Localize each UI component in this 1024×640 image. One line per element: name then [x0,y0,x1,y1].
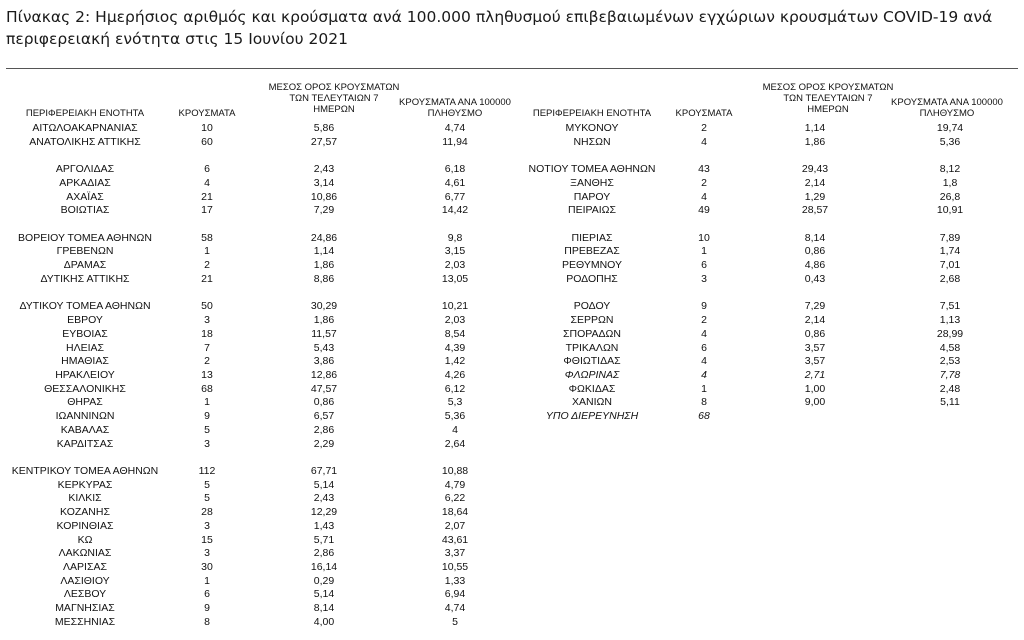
table-cell-per100k: 26,8 [939,190,961,203]
table-cell-avg7: 3,14 [313,176,335,189]
table-cell-cases: 3 [204,547,210,560]
table-cell-cases: 68 [201,382,213,395]
table-cell-cases: 3 [204,314,210,327]
table-cell-avg7: 16,14 [310,561,338,574]
table-cell-region: ΧΑΝΙΩΝ [572,396,612,409]
table-cell-cases: 13 [201,368,213,381]
table-cell-avg7: 2,86 [313,547,335,560]
table-cell-region: ΘΗΡΑΣ [67,396,103,409]
table-cell-avg7: 1,29 [804,190,826,203]
table-cell-region: ΥΠΟ ΔΙΕΡΕΥΝΗΣΗ [545,410,639,423]
table-cell-avg7: 0,86 [804,327,826,340]
table-cell-region: ΒΟΙΩΤΙΑΣ [60,204,110,217]
table-cell-avg7: 5,43 [313,341,335,354]
table-cell-cases: 2 [701,176,707,189]
table-cell-per100k: 1,33 [444,574,466,587]
table-cell-avg7: 67,71 [310,465,338,477]
table-cell-cases: 17 [201,204,213,217]
table-cell-region: ΚΟΖΑΝΗΣ [60,506,110,519]
table-cell-cases: 3 [204,519,210,532]
table-cell-per100k: 5,36 [939,135,961,148]
table-cell-avg7: 4,00 [313,615,335,628]
table-cell-avg7: 3,86 [313,355,335,368]
table-cell-per100k: 19,74 [936,122,964,134]
table-cell-avg7: 7,29 [313,204,335,217]
table-cell-avg7: 2,71 [804,368,826,381]
table-cell-per100k: 4 [452,423,458,436]
table-cell-region: ΛΑΡΙΣΑΣ [63,561,107,574]
table-cell-region: ΕΥΒΟΙΑΣ [62,327,108,340]
table-cell-avg7: 2,14 [804,176,826,189]
table-cell-per100k: 10,91 [936,204,964,217]
table-cell-cases: 6 [204,588,210,601]
table-cell-avg7: 3,57 [804,341,826,354]
table-cell-per100k: 4,39 [444,341,466,354]
table-cell-avg7: 5,14 [313,478,335,491]
table-cell-per100k: 1,74 [939,245,961,258]
table-cell-avg7: 6,57 [313,410,335,423]
table-cell-avg7: 11,57 [311,327,337,340]
table-cell-per100k: 6,22 [444,492,466,505]
table-cell-per100k: 6,94 [444,588,466,601]
table-cell-cases: 4 [701,355,707,368]
table-cell-avg7: 12,29 [310,506,338,519]
table-cell-per100k [895,410,1005,424]
table-cell-region: ΑΡΓΟΛΙΔΑΣ [55,163,115,176]
table-cell-cases: 60 [201,135,213,148]
table-cell-per100k: 4,58 [939,341,961,354]
table-cell-avg7: 28,57 [801,204,829,217]
table-cell-per100k: 1,13 [939,314,961,327]
table-cell-avg7: 8,14 [804,231,826,244]
table-cell-per100k: 2,03 [444,259,466,272]
table-cell-cases: 5 [204,423,210,436]
table-cell-avg7: 1,14 [804,122,826,134]
table-cell-cases: 2 [701,314,707,327]
table-cell-per100k: 1,42 [444,355,466,368]
table-cell-avg7: 2,14 [804,314,826,327]
table-cell-per100k: 2,53 [939,355,961,368]
table-cell-per100k: 2,64 [444,437,466,450]
table-cell-cases: 2 [204,259,210,272]
table-cell-per100k: 2,03 [444,314,466,327]
table-cell-cases: 1 [204,574,210,587]
table-cell-region: ΡΟΔΟΠΗΣ [566,272,618,285]
table-cell-cases: 43 [698,163,710,176]
header-region-left: ΠΕΡΙΦΕΡΕΙΑΚΗ ΕΝΟΤΗΤΑ [25,108,145,119]
table-cell-region: ΜΕΣΣΗΝΙΑΣ [54,615,116,628]
table-cell-region: ΑΝΑΤΟΛΙΚΗΣ ΑΤΤΙΚΗΣ [29,135,141,148]
table-cell-region: ΑΧΑΪΑΣ [66,190,104,203]
table-cell-region: ΣΕΡΡΩΝ [570,314,614,327]
table-cell-region: ΣΠΟΡΑΔΩΝ [563,327,621,340]
table-cell-region: ΝΟΤΙΟΥ ΤΟΜΕΑ ΑΘΗΝΩΝ [528,163,656,176]
table-cell-avg7: 1,14 [313,245,335,258]
table-cell-per100k: 7,78 [939,368,961,381]
table-cell-avg7: 5,71 [313,533,335,546]
header-avg7-left: ΜΕΣΟΣ ΟΡΟΣ ΚΡΟΥΣΜΑΤΩΝ ΤΩΝ ΤΕΛΕΥΤΑΙΩΝ 7 ΗΜΕΡΩΝ [268,82,400,115]
table-cell-region: ΠΑΡΟΥ [573,190,611,203]
table-cell-avg7: 10,86 [310,190,338,203]
table-cell-region: ΡΕΘΥΜΝΟΥ [561,259,622,272]
table-cell-cases: 6 [701,259,707,272]
table-cell-per100k: 9,8 [447,231,463,244]
table-cell-cases: 1 [701,382,707,395]
table-cell-region: ΚΙΛΚΙΣ [68,492,102,505]
table-cell-avg7: 47,57 [310,382,338,395]
table-cell-region: ΠΡΕΒΕΖΑΣ [564,245,620,258]
table-cell-region: ΚΩ [77,533,93,546]
table-cell-per100k: 5,36 [444,410,466,423]
table-cell-region: ΗΜΑΘΙΑΣ [61,355,109,368]
table-cell-per100k: 11,94 [442,135,468,148]
table-cell-cases: 9 [204,410,210,423]
table-cell-cases: 4 [204,176,210,189]
table-cell-avg7: 8,14 [313,602,335,615]
table-cell-per100k: 10,21 [441,300,469,313]
table-cell-cases: 2 [701,122,707,134]
table-cell-region: ΦΩΚΙΔΑΣ [568,382,616,395]
table-cell-region: ΑΙΤΩΛΟΑΚΑΡΝΑΝΙΑΣ [32,122,138,134]
table-cell-avg7: 3,57 [804,355,826,368]
table-cell-cases: 3 [701,272,707,285]
table-cell-cases: 21 [201,190,213,203]
table-cell-per100k: 18,64 [441,506,469,519]
header-cases-left: ΚΡΟΥΣΜΑΤΑ [178,108,236,119]
table-cell-region: ΠΙΕΡΙΑΣ [571,231,613,244]
table-cell-avg7: 1,86 [313,259,335,272]
table-cell-cases: 2 [204,355,210,368]
table-cell-cases: 5 [204,478,210,491]
table-cell-per100k: 8,54 [444,327,466,340]
header-cases-right: ΚΡΟΥΣΜΑΤΑ [675,108,733,119]
table-cell-cases: 4 [701,190,707,203]
table-cell-cases: 49 [698,204,710,217]
table-cell-avg7: 27,57 [310,135,338,148]
table-cell-avg7: 8,86 [313,272,335,285]
table-cell-per100k: 8,12 [939,163,961,176]
table-cell-per100k: 4,74 [444,122,466,134]
table-cell-region: ΤΡΙΚΑΛΩΝ [565,341,619,354]
table-cell-avg7: 0,86 [313,396,335,409]
table-cell-per100k: 7,01 [939,259,961,272]
table-cell-region: ΔΥΤΙΚΟΥ ΤΟΜΕΑ ΑΘΗΝΩΝ [19,300,151,313]
table-cell-region: ΠΕΙΡΑΙΩΣ [568,204,616,217]
table-cell-avg7: 0,86 [804,245,826,258]
table-cell-avg7: 0,29 [313,574,335,587]
table-cell-cases: 1 [204,245,210,258]
table-cell-avg7: 24,86 [310,231,338,244]
table-cell-region: ΝΗΣΩΝ [573,135,611,148]
table-cell-cases: 4 [701,135,707,148]
table-cell-cases: 6 [204,163,210,176]
table-cell-avg7: 7,29 [804,300,826,313]
table-cell-region: ΙΩΑΝΝΙΝΩΝ [55,410,115,423]
table-cell-cases: 30 [201,561,213,574]
table-cell-cases: 15 [201,533,213,546]
table-cell-region: ΔΥΤΙΚΗΣ ΑΤΤΙΚΗΣ [40,272,130,285]
header-per100k-left: ΚΡΟΥΣΜΑΤΑ ΑΝΑ 100000 ΠΛΗΘΥΣΜΟ [399,97,511,119]
table-cell-per100k: 3,15 [444,245,466,258]
table-cell-cases: 4 [701,327,707,340]
table-cell-region: ΦΘΙΩΤΙΔΑΣ [563,355,621,368]
table-cell-per100k: 10,55 [441,561,469,574]
table-cell-avg7 [765,410,865,424]
table-cell-avg7: 2,86 [313,423,335,436]
table-cell-region: ΗΡΑΚΛΕΙΟΥ [55,368,115,381]
table-cell-region: ΗΛΕΙΑΣ [65,341,104,354]
table-cell-avg7: 0,43 [804,272,826,285]
table-cell-region: ΚΕΝΤΡΙΚΟΥ ΤΟΜΕΑ ΑΘΗΝΩΝ [11,465,159,477]
table-cell-region: ΛΑΚΩΝΙΑΣ [58,547,112,560]
table-cell-avg7: 9,00 [804,396,826,409]
table-cell-per100k: 10,88 [441,465,469,477]
table-cell-per100k: 6,77 [444,190,466,203]
table-cell-region: ΚΟΡΙΝΘΙΑΣ [56,519,114,532]
table-cell-region: ΛΕΣΒΟΥ [63,588,107,601]
table-cell-per100k: 5 [452,615,458,628]
table-cell-region: ΘΕΣΣΑΛΟΝΙΚΗΣ [44,382,126,395]
table-cell-region: ΜΑΓΝΗΣΙΑΣ [55,602,115,615]
table-cell-cases: 6 [701,341,707,354]
table-cell-cases: 4 [701,368,707,381]
table-cell-per100k: 6,18 [444,163,466,176]
table-title: Πίνακας 2: Ημερήσιος αριθμός και κρούσματα ανά 100.000 πληθυσμού επιβεβαιωμένων εγχώριων κρουσμάτων COVID-19 ανά περιφερειακή ενότητα στις 15 Ιουνίου 2021 [6,8,993,48]
table-cell-region: ΛΑΣΙΘΙΟΥ [60,574,110,587]
table-cell-region: ΦΛΩΡΙΝΑΣ [564,368,620,381]
table-cell-per100k: 7,51 [939,300,961,313]
table-cell-cases: 1 [701,245,707,258]
table-cell-avg7: 2,43 [313,163,335,176]
table-cell-cases: 5 [204,492,210,505]
table-cell-avg7: 2,29 [313,437,335,450]
table-cell-cases: 9 [204,602,210,615]
header-per100k-right: ΚΡΟΥΣΜΑΤΑ ΑΝΑ 100000 ΠΛΗΘΥΣΜΟ [891,97,1003,119]
table-cell-avg7: 1,00 [804,382,826,395]
header-divider [6,68,1018,69]
table-cell-per100k: 1,8 [942,176,958,189]
table-cell-cases: 1 [204,396,210,409]
table-cell-per100k: 4,61 [444,176,466,189]
table-cell-per100k: 28,99 [936,327,964,340]
table-cell-cases: 28 [201,506,213,519]
table-cell-cases: 8 [701,396,707,409]
table-cell-per100k: 5,11 [940,396,960,409]
table-cell-region: ΞΑΝΘΗΣ [570,176,614,189]
table-cell-per100k: 43,61 [441,533,469,546]
table-cell-per100k: 2,48 [939,382,961,395]
table-cell-region: ΡΟΔΟΥ [573,300,611,313]
table-cell-cases: 68 [698,410,710,423]
table-cell-avg7: 12,86 [310,368,338,381]
table-cell-per100k: 14,42 [441,204,469,217]
table-cell-avg7: 1,86 [804,135,826,148]
table-cell-per100k: 2,07 [444,519,466,532]
table-cell-region: ΓΡΕΒΕΝΩΝ [56,245,114,258]
table-cell-cases: 9 [701,300,707,313]
table-cell-cases: 3 [204,437,210,450]
table-cell-cases: 18 [201,327,213,340]
table-cell-region: ΚΑΒΑΛΑΣ [60,423,110,436]
table-cell-per100k: 5,3 [447,396,463,409]
table-cell-per100k: 4,74 [444,602,466,615]
table-cell-cases: 10 [698,231,710,244]
table-cell-avg7: 5,86 [313,122,335,134]
table-cell-cases: 50 [201,300,213,313]
table-cell-cases: 10 [201,122,213,134]
table-cell-per100k: 6,12 [444,382,466,395]
table-cell-avg7: 29,43 [801,163,829,176]
table-cell-region: ΜΥΚΟΝΟΥ [565,122,619,134]
table-cell-region: ΔΡΑΜΑΣ [63,259,107,272]
header-region-right: ΠΕΡΙΦΕΡΕΙΑΚΗ ΕΝΟΤΗΤΑ [532,108,652,119]
table-cell-avg7: 30,29 [310,300,338,313]
table-cell-cases: 112 [198,465,216,477]
table-cell-per100k: 3,37 [444,547,466,560]
table-cell-cases: 58 [201,231,213,244]
table-cell-per100k: 7,89 [939,231,961,244]
table-cell-cases: 7 [204,341,210,354]
table-cell-avg7: 2,43 [313,492,335,505]
table-cell-region: ΚΕΡΚΥΡΑΣ [57,478,113,491]
table-cell-region: ΚΑΡΔΙΤΣΑΣ [56,437,114,450]
table-cell-region: ΕΒΡΟΥ [67,314,103,327]
table-cell-region: ΒΟΡΕΙΟΥ ΤΟΜΕΑ ΑΘΗΝΩΝ [18,231,152,244]
table-cell-per100k: 2,68 [939,272,961,285]
table-cell-cases: 8 [204,615,210,628]
table-cell-per100k: 4,79 [444,478,466,491]
table-cell-cases: 21 [201,272,213,285]
table-cell-region: ΑΡΚΑΔΙΑΣ [59,176,111,189]
table-cell-avg7: 5,14 [313,588,335,601]
table-cell-avg7: 1,86 [313,314,335,327]
header-avg7-right: ΜΕΣΟΣ ΟΡΟΣ ΚΡΟΥΣΜΑΤΩΝ ΤΩΝ ΤΕΛΕΥΤΑΙΩΝ 7 ΗΜΕΡΩΝ [762,82,894,115]
table-cell-avg7: 4,86 [804,259,826,272]
table-cell-avg7: 1,43 [313,519,335,532]
table-cell-per100k: 13,05 [441,272,469,285]
table-cell-per100k: 4,26 [444,368,466,381]
